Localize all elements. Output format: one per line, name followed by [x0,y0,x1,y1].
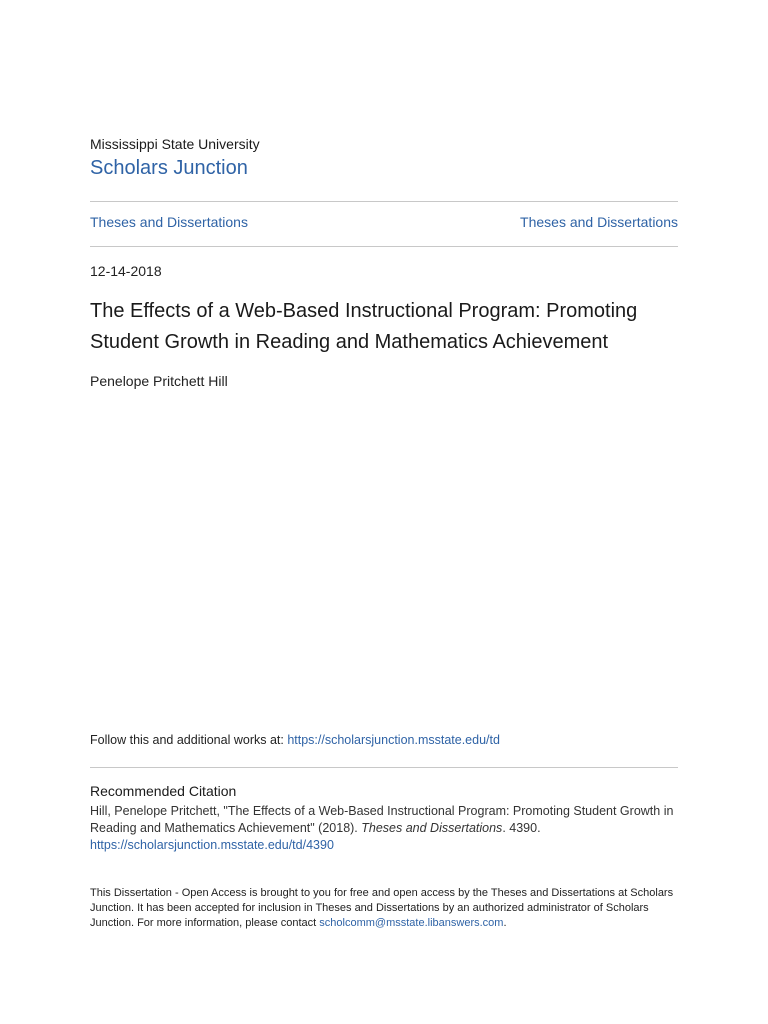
citation-series: Theses and Dissertations [361,821,503,835]
repository-link[interactable]: Scholars Junction [90,157,248,179]
citation-text: Hill, Penelope Pritchett, "The Effects of a Web-Based Instructional Program: Promoting Student Growth in Reading and Mathematics Achievement" (2018). [90,804,674,835]
collection-link-right[interactable]: Theses and Dissertations [520,214,678,230]
follow-line [90,733,500,747]
notice-text: This Dissertation - Open Access is brought to you for free and open access by the Theses and Dissertations at Scholars Junction. It has been accepted for inclusion in Theses and Dissertations by an authorized administrator of Scholars Junction. For more information, please contact [90,887,674,929]
divider-top [90,201,678,202]
citation-number: . 4390. [502,821,541,835]
cover-page [90,0,678,1024]
contact-email-link[interactable]: scholcomm@msstate.libanswers.com [319,917,504,929]
institution-name: Mississippi State University [90,136,260,152]
follow-text: Follow this and additional works at: [90,733,288,747]
access-notice [90,886,678,931]
citation-heading: Recommended Citation [90,783,237,799]
collection-nav [90,214,678,230]
follow-url-link[interactable]: https://scholarsjunction.msstate.edu/td [287,733,500,747]
divider-citation [90,767,678,768]
publication-date: 12-14-2018 [90,263,162,279]
collection-link-left[interactable]: Theses and Dissertations [90,214,248,230]
citation-block [90,803,678,854]
document-title: The Effects of a Web-Based Instructional Program: Promoting Student Growth in Reading and Mathematics Achievement [90,300,638,353]
divider-nav [90,246,678,247]
document-author: Penelope Pritchett Hill [90,373,228,389]
notice-end: . [503,917,507,929]
citation-url-link[interactable]: https://scholarsjunction.msstate.edu/td/4390 [90,838,334,852]
